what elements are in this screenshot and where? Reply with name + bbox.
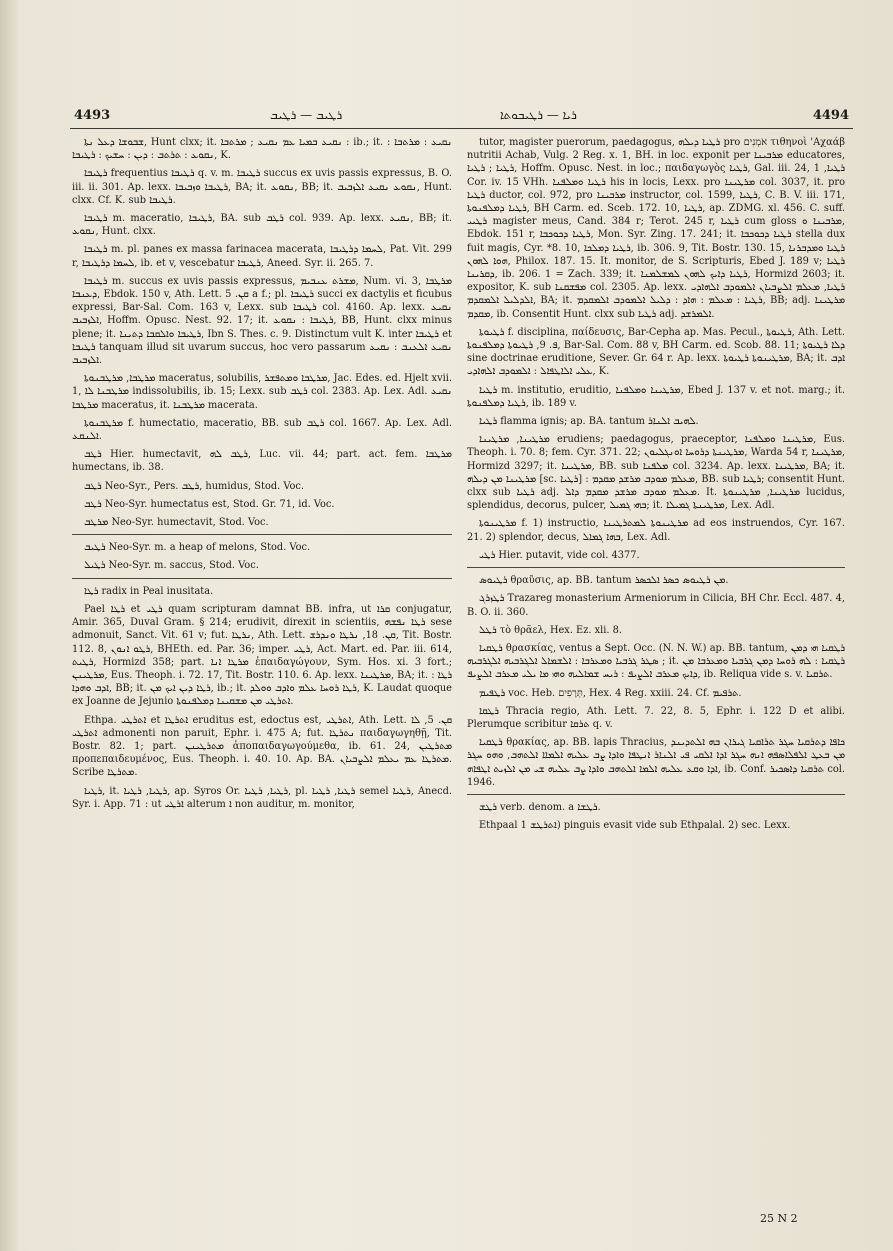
dictionary-entry: ܪܛܝܒ Neo-Syr. m. a heap of melons, Stod. Voc. (84, 542, 311, 554)
dictionary-entry: Ethpa. ܐܬܪܛܝ et ܐܬܪܛܐ eruditus est, edoctus est, ܐܬܪܛܝ, Ath. Lett. ܩܢ. 5, ܠܐ ܐܬܪܛܝ admonenti non paruit, Ephr. i. 475 A; fut. ܢܬܪܛܐ παιδαγωγηθῇ, Tit. Bostr. 82. 1; part. ܡܬܪܛܝܢܢ ἀποπαιδαγωγούμεθα, ib. 61. 24, ܡܬܪܛܝܢ προπεπαιδευμένος, Eus. Theoph. i. 40. 10. Ap. BA. ܡܬܪܛܐ ܥܡ ܝܥܠܡ ܐܠܨܒܝܐܢ. Scribe ܡܬܪܛܐ. (72, 714, 452, 779)
dictionary-entry: ܪܛܫ verb. denom. a ܪܛܫܐ. (479, 801, 601, 813)
dictionary-entry: ܡܪܛܒܢܘܬܐ f. humectatio, maceratio, BB. sub ܪܛܒ col. 1667. Ap. Lex. Adl. ܐܠܢܩܥ. (72, 417, 452, 443)
dictionary-entry: ܪܛܐ radix in Peal inusitata. (84, 585, 214, 597)
dictionary-entry: ܪܛܝܒܐ m. maceratio, ܪܛܝܒܐ, BA. sub ܪܛܒ col. 939. Ap. lexx. ܢܩܝܥ, BB; it. ܢܩܘܥ, Hunt. clxx. (72, 213, 452, 238)
dictionary-entry: ܪܛܩܝܐ θρακίας, ap. BB. lapis Thracius, ܟܐܦܐ ܕܬܪܩܝܐ ܚܓܪ ܬܪܐܩܝܐ ܓܝܪܐܢ ܒܗ ܐܠܬܕܝܢܕ ܡܢ ܒܥܛ ܐܠܦܠܐܣܦܗ ܐܢܗ ܚܓܪ ܐܕܐ ܐܠܩܝ ܦܝ ܐܠܢܐܪ ܐܢܛܦܐ ܘܐܕܐ ܨܒ ܥܠܝܗ ܐܠܡܐܐ ܐܠܬܗܒ, ܘܗܘ ܚܓܪ ܐܕܐ ܘܩܥ ܥܠܝܗ ܐܠܡܐ ܐܠܬܗܒ ܘܐܕܐ ܨܒ ܥܠܝܗ ܫܝ ܡܢ ܐܠܙܝܬ ܐܛܦܐܗ, ib. Conf. ܬܪܩܝܐ ܕܐܣܟܝܪ col. 1946. (467, 737, 845, 788)
dictionary-entry: ܪܛܒ Neo-Syr., Pers. ܪܛܒ, humidus, Stod. Voc. (84, 480, 305, 492)
dictionary-entry: ܫܒܘܫܐ ܕܥܠ ܢܬܐ, Hunt clxx; it. ܢܩܝܥ ܒܡܝܐ ܥܡ ܢܩܝܥ ; ܡܪܬܒܐ : ib.; it. ܢܩܝܥ : ܡܪܬܒܐ : ܢܩܘܥ : ܬܪܬܒ : ܕܝܢ : ܚܫܝܟ : ܪܛܝܒܐ, K. (72, 137, 452, 162)
dictionary-entry: ܪܛܝܠ Neo-Syr. m. saccus, Stod. Voc. (84, 560, 259, 572)
right-running-head: ܪܝܐ — ܪܛܝܒܘܬܐ (500, 108, 577, 122)
left-page-number: 4493 (74, 108, 111, 123)
right-separator-1 (467, 567, 845, 568)
right-separator-2 (467, 794, 845, 795)
dictionary-entry: ܡܪܛܝܢܘܬܐ f. 1) instructio, ܡܪܛܝܢܘܬܐ ܠܡܬܪܛܝܢܐ ad eos instruendos, Cyr. 167. 21. 2) splendor, decus, ܒܗܐ ܓܡܐܠ, Lex. Adl. (467, 518, 845, 543)
dictionary-entry: tutor, magister puerorum, paedagogus, ܪܛܝܐ ܕܝܠܗ pro אֹמְנִים τιθηνοὶ 'Αχαάβ nutritii Achab, Vulg. 2 Reg. x. 1, BH. in loc. exponit per ܡܪܒܝܢܐ educatores, ܪܛܝܐ ; ܪܛܝܐ, Hoffm. Opusc. Nest. in loc.; παιδαγωγὸς ܪܛܝܐ, Gal. iii. 24, ܪܛܝܐ, 1 Cor. iv. 15 VHh. ܪܛܝܐ ܘܡܠܦܢܐ his in locis, Lexx. pro ܡܪܛܝܢܐ col. 3037, it. pro ܪܛܝܐ ductor, col. 972, pro ܡܪܒܝܢܐ instructor, col. 1599, ܪܛܝܐ, C. B. V. iii. 171, ܪܛܝܐ ܕܡܠܦܢܘܬܐ, BH Carm. ed. Sceb. 172. 10, ܪܛܝܐ, ap. ZDMG. xl. 456. C. suff. ܪܛܝܝ magister meus, Cand. 384 r; Terot. 245 r, ܪܛܝܐ cum gloss ܡܪܒܝܢܐ ܘ, Ebdok. 151 r, ܪܛܝܐ ܕܟܘܟܒܐ, Mon. Syr. Zing. 17. 241; it. ܪܛܝܐ ܕܟܘܟܒܐ stella dux fuit magis, Cyr. *8. 10, ܪܛܝܐ ܕܡܠܟܐ, ib. 306. 9, Tit. Bostr. 130. 15, ܪܛܝܐ ܘܡܕܒܪܢܐ ܗܘܐ ܠܗܘܢ, Philox. 187. 15. It. monitor, de S. Scripturis, Ebed J. 189 v; ܪܛܝܐ ܕܩܪܝܢܐ, ib. 206. 1 = Zach. 339; it. ܪܛܝܐ ܕܐܝܟ ܠܗܘܢ ܠܡܫܠܡܢܐ, Hormizd 2603; it. expositor, K. sub ܡܦܫܩܢܐ col. 2305. Ap. lexx. ܪܛܝܐ, ܡܥܠܡ ܐܠܨܒܝܐܢ ܐܠܡܘܕܒ ܐܠܗܐܕܝ ܐܠܕܠܝܠ ܐܠܡܩܕܡ, BA; it. ܪܛܝܐ : ܡܥܠܡ : ܗܐܕ : ܕܠܝܠ ܐܠܡܘܕܒ ܐܠܡܩܕܡ, BB; adj. ܡܪܛܝܢܐ ܡܩܕܡ, ib. Consentit Hunt. clxx sub ܪܛܝܐ adj. ܐܠܡܪܫܕ. (467, 137, 845, 320)
left-entries-group-2 (72, 541, 452, 572)
dictionary-entry: ܪܛܝܘܬܐ f. disciplina, παίδευσις, Bar-Cepha ap. Mas. Pecul., ܪܛܝܘܬܐ, Ath. Lett. ܦ. 9, ܪܛܝܘܬܐ ܕܡܠܦܢܘܬܐ, Bar-Sal. Com. 88 v, BH Carm. ed. Scob. 88. 11; ܕܠܐ ܪܛܝܘܬܐ sine doctrinae eruditione, Sever. Gr. 64 r. Ap. lexx. ܡܪܛܝܢܘܬܐ ܪܛܝܘܬܐ, BA; it. ܐܕܒ ܥܠܝ ܐܠܐܛܦܐܠ : ܐܠܡܘܕܒ ܐܠܗܐܕܝ, K. (467, 326, 845, 378)
dictionary-entry: ܪܛܝܐ, it. ܪܛܝܐ, ܪܛܝܐ, ap. Syros Or. ܪܛܝܐ, ܪܛܝܐ, pl. ܪܛܝܐ, ܪܛܝܐ semel ܪܛܝܐ, Anecd. Syr. i. App. 71 : ut ܐܪܛܝ alterum ܐ non auditur, m. monitor, (72, 785, 452, 810)
left-running-head: ܪܛܝܒ — ܪܛܝܒ (270, 108, 343, 122)
left-separator-1 (72, 534, 452, 535)
right-entries-group-2 (467, 574, 845, 789)
left-separator-2 (72, 578, 452, 579)
dictionary-entry: ܪܛܙܪܓ Trazareg monasterium Armeniorum in Cilicia, BH Chr. Eccl. 487. 4, B. O. ii. 360. (467, 593, 845, 618)
dictionary-entry: ܪܛܩܐ Thracia regio, Ath. Lett. 7. 22, 8. 5, Ephr. i. 122 D et alibi. Plerumque scribitur ܬܪܩܐ q. v. (467, 705, 845, 730)
dictionary-entry: ܪܛܩܝܐ θρασκίας, ventus a Sept. Occ. (N. N. W.) ap. BB. tantum, ܪܛܩܝܐ ܗܝ ܕܡܢ ܣܛܪ ܓܪܒܝܐ ܘܡܥܪܒܐ : ܐܠܫܡܐܠ ܐܠܓܪܒܝܗ ܐܠܓܪܒܝܗ ; it. ܪܛܩܝܐ : ܠܗ ܪܘܚܐ ܕܡܢ ܓܪܒܝܐ ܘܡܥܪܒܐ ܡܢ ܕܐܝܟ ܡܥܪܒ ܐܠܨܝܦ : ܪܝܚ ܫܡܐܠܝܗ ܘܗܝ ܡܐ ܝܠܝ ܡܥܪܒ ܐܠܨܝܦ, ib. Reliqua vide s. v. ܬܪܩܝܐ. (467, 642, 845, 681)
right-entries-group-3 (467, 801, 845, 832)
book-spine-shadow (0, 0, 20, 1251)
dictionary-entry: ܪܛܒ Neo-Syr. humectatus est, Stod. Gr. 71, id. Voc. (84, 498, 335, 510)
dictionary-entry: ܪܛܝܐ m. institutio, eruditio, ܡܪܛܝܢܐ ܘܡܠܦܢܐ, Ebed J. 137 v. et not. marg.; it. ܪܛܝܐ ܕܡܠܦܢܘܬܐ, ib. 189 v. (467, 384, 845, 409)
dictionary-entry: ܪܛܝܐ flamma ignis; ap. BA. tantum ܠܗܝܒ ܐܠܢܐܪ. (479, 416, 699, 428)
dictionary-entry: ܪܛܝܒܐ m. pl. panes ex massa farinacea macerata, ܠܚܡܐ ܕܪܛܝܒܐ, Pat. Vit. 299 r, ܠܚܡܐ ܕܪܛܝܒܐ, ib. et v, vescebatur ܪܛܝܒܐ, Aneed. Syr. ii. 265. 7. (72, 244, 452, 269)
dictionary-entry: ܡܪܛܒ Neo-Syr. humectavit, Stod. Voc. (84, 517, 269, 529)
dictionary-entry: ܪܛܠ τὸ θρᾶελ, Hex. Ez. xli. 8. (479, 624, 622, 636)
dictionary-entry: ܡܪܛܒܐ, ܡܪܛܒܢܘܬܐ maceratus, solubilis, ܡܪܛܒܐ ܘܡܬܦܫܪ, Jac. Edes. ed. Hjelt xvii. 1, ܡܪܛܒܢܐ ܠܐ indissolubilis, ib. 15; Lexx. sub ܪܛܒ col. 2383. Ap. Lex. Adl. ܢܩܝܥ ܡܪܛܒܐ maceratus, it. ܡܪܛܒܢܐ macerata. (72, 373, 452, 411)
dictionary-entry: ܪܛܝܘܣ θραῦσις, ap. BB. tantum ܡܢ ܪܛܝܘܣ ܟܣܪ ܐܠܟܣܪ. (479, 575, 729, 587)
left-entries-group-3 (72, 585, 452, 811)
dictionary-entry: Ethpaal ܐܬܪܛܫ 1) pinguis evasit vide sub Ethpalal. 2) sec. Lexx. (479, 820, 791, 832)
right-column (467, 136, 845, 1226)
right-page-number: 4494 (812, 108, 849, 123)
dictionary-entry: ܪܛܒ Hier. humectavit, ܪܛܒ ܠܗ, Luc. vii. 44; part. act. fem. ܡܪܛܒܐ humectans, ib. 38. (72, 449, 452, 474)
dictionary-entry: ܪܛܝܒܐ m. succus ex uvis passis expressus, ܡܫܪܬ ܥܢܒܝܡ, Num. vi. 3, ܡܪܛܒܐ ܕܥܢܒܐ, Ebdok. 150 v, Ath. Lett. ܩܢ. 5 a f.; pl. ܪܛܝܒܐ succi ex dactylis et ficubus expressi, Bar-Sal. Com. 163 v, Lexx. sub ܪܛܝܒܐ col. 4160. Ap. lexx. ܢܩܝܥ ܐܠܙܒܝܒ, Hoffm. Opusc. Nest. 92. 17; it. ܪܛܝܒܐ : ܢܩܘܥ, BB, Hunt. clxx minus plene; it. ܪܛܝܒܐ ܘܐܠܩܒܐ ܕܬܝܢܐ, Ibn S. Thes. c. 9. Distinctum vult K. inter ܪܛܝܒܐ et ܪܛܝܒܐ tanquam illud sit uvarum succus, hoc vero passarum ܢܩܝܥ ܐܠܥܢܒ : ܢܩܝܥ ܐܠܙܒܝܒ. (72, 275, 452, 367)
dictionary-entry: ܪܛܦܝܡ voc. Heb. תְּרָפִים, Hex. 4 Reg. xxiii. 24. Cf. ܬܪܦܝܡ. (479, 687, 742, 699)
header-rule (70, 128, 853, 129)
dictionary-entry: Pael ܪܛܐ et ܪܛܝ quam scripturam damnat BB. infra, ut ܩܪܐ conjugatur, Amir. 365, Duval Gram. § 214; erudivit, direxit in scientiis, ܪܛܐ ܢܦܫܗ sese admonuit, Sanct. Vit. 61 v; fut. ܢܪܛܐ, Ath. Lett. ܩܢ. 18, ܢܪܛܐ ܘܢܕܪܫ, Tit. Bostr. 112. 8, ܪܛܘ ܐܢܘܢ, BHEth. ed. Par. 36; imper. ܪܛܝ, Act. Mart. ed. Par. iii. 614, ܪܛܝܬ, Hormizd 358; part. ܡܪܛܐ ܐܢܐ ἐπαιδαγώγουν, Sym. Hos. xi. 3 fort.; ܡܪܛܝܢܢ, Eus. Theoph. i. 72. 17, Tit. Bostr. 110. 6. Ap. lexx. ܡܪܛܝܢܐ, BA; it. ܪܛܐ : ܐܕܒ ܘܗܕܐ, BB; it. ܪܛܐ ܕܝܢ ܐܝܟ ܡܢ, ib.; it. ܪܛܐ ܪܘܚܐ ܥܠܡ ܘܐܕܒ ܘܘܠܕ, K. Laudat quoque ex Joanne de Jejunio ܐܬܪܛܝ ܡܢ ܡܫܩܝܢܐ ܕܡܠܦܢܘܬܐ. (72, 603, 452, 708)
dictionary-entry: ܪܛܝܒܐ frequentius ܪܛܝܒܐ q. v. m. ܪܛܝܒܐ succus ex uvis passis expressus, B. O. iii. ii. 301. Ap. lexx. ܪܛܝܒܐ ܘܙܒܝܒܐ, BA; it. ܢܩܘܥ, BB; it. ܢܩܘܥ ܢܩܝܥ ܐܠܙܒܝܒ, Hunt. clxx. Cf. K. sub ܪܛܝܒܐ. (72, 168, 452, 206)
right-entries-group-1 (467, 136, 845, 562)
left-entries-group-1 (72, 136, 452, 529)
signature-mark: 25 N 2 (760, 1212, 798, 1225)
dictionary-entry: ܪܛܝ Hier. putavit, vide col. 4377. (479, 549, 640, 561)
left-column (72, 136, 452, 1226)
dictionary-entry: ܡܪܛܝܢܐ, ܡܪܛܝܢܐ erudiens; paedagogus, praeceptor, ܡܪܛܝܢܐ ܘܡܠܦܢܐ, Eus. Theoph. i. 70. 8; fem. Cyr. 371. 22; ܡܪܛܝܢܬܐ ܕܪܘܚܐ ܐܘܢܓܠܝܘܢ, Warda 54 r, ܡܪܛܝܢܐ, Hormizd 3297; it. ܡܪܛܝܢܐ, BB. sub ܡܠܦܢܐ col. 3234. Ap. lexx. ܡܪܛܝܢܐ, BA; it. ܡܪܛܝܢܐ ܡܢ ܕܝܠܗ [sc. ܪܛܝܐ] : ܡܥܠܡ ܡܘܕܒ ܡܪܫܕ ܡܩܕܡ, BB. sub ܪܛܝܐ; consentit Hunt. clxx sub ܪܛܝܐ adj. ܡܥܠܡ ܡܘܕܒ ܡܪܫܕ ܡܩܕܡ ܕܐܠ. It. ܡܪܛܝܢܐ, ܡܪܛܝܢܘܬܐ lucidus, splendidus, decorus, pulcer, ܒܗܝ ܓܡܝܠ; it. ܡܪܛܝܢܬܐ ܓܡܝܠܐ, Lex. Adl. (467, 434, 845, 512)
